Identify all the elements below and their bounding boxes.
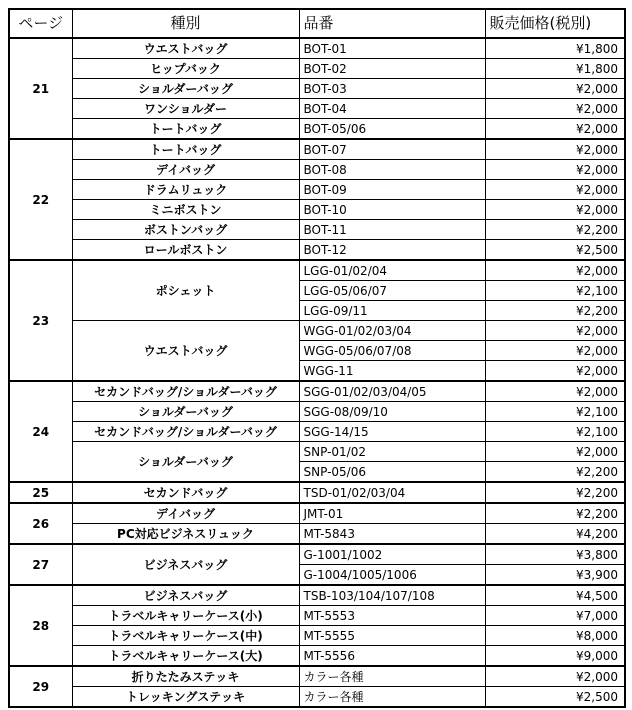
code-cell: WGG-11 xyxy=(299,361,485,382)
price-cell: ¥1,800 xyxy=(485,59,625,79)
table-row xyxy=(9,200,625,220)
page-number-cell: 26 xyxy=(9,503,72,544)
code-cell: MT-5555 xyxy=(299,626,485,646)
price-cell: ¥2,000 xyxy=(485,442,625,462)
type-cell: ヒップバック xyxy=(72,59,299,79)
price-cell: ¥2,200 xyxy=(485,462,625,483)
type-cell: PC対応ビジネスリュック xyxy=(72,524,299,545)
table-row xyxy=(9,381,625,402)
code-cell: MT-5843 xyxy=(299,524,485,545)
header-price: 販売価格(税別) xyxy=(485,9,625,38)
table-row xyxy=(9,59,625,79)
table-row xyxy=(9,260,625,281)
price-cell: ¥4,500 xyxy=(485,585,625,606)
type-cell: トラベルキャリーケース(中) xyxy=(72,626,299,646)
table-row xyxy=(9,442,625,462)
type-cell: ウエストバッグ xyxy=(72,321,299,382)
code-cell: G-1004/1005/1006 xyxy=(299,565,485,586)
code-cell: BOT-02 xyxy=(299,59,485,79)
type-cell: ミニボストン xyxy=(72,200,299,220)
type-cell: ショルダーバッグ xyxy=(72,442,299,483)
code-cell: MT-5553 xyxy=(299,606,485,626)
table-row xyxy=(9,524,625,545)
price-cell: ¥2,200 xyxy=(485,482,625,503)
price-table-container xyxy=(8,8,626,708)
price-cell: ¥4,200 xyxy=(485,524,625,545)
table-row xyxy=(9,402,625,422)
type-cell: デイバッグ xyxy=(72,503,299,524)
code-cell: MT-5556 xyxy=(299,646,485,667)
type-cell: ウエストバッグ xyxy=(72,38,299,59)
code-cell: カラー各種 xyxy=(299,666,485,687)
code-cell: SGG-14/15 xyxy=(299,422,485,442)
price-cell: ¥2,000 xyxy=(485,99,625,119)
type-cell: ボストンバッグ xyxy=(72,220,299,240)
code-cell: WGG-05/06/07/08 xyxy=(299,341,485,361)
type-cell: トラベルキャリーケース(大) xyxy=(72,646,299,667)
price-cell: ¥2,500 xyxy=(485,687,625,708)
price-cell: ¥9,000 xyxy=(485,646,625,667)
price-cell: ¥2,000 xyxy=(485,321,625,341)
table-row xyxy=(9,321,625,341)
price-cell: ¥2,000 xyxy=(485,381,625,402)
code-cell: BOT-09 xyxy=(299,180,485,200)
page-number-cell: 23 xyxy=(9,260,72,381)
type-cell: ロールボストン xyxy=(72,240,299,261)
type-cell: セカンドバッグ/ショルダーバッグ xyxy=(72,381,299,402)
type-cell: ポシェット xyxy=(72,260,299,321)
code-cell: WGG-01/02/03/04 xyxy=(299,321,485,341)
code-cell: BOT-01 xyxy=(299,38,485,59)
price-cell: ¥2,000 xyxy=(485,260,625,281)
table-row xyxy=(9,606,625,626)
price-cell: ¥2,000 xyxy=(485,119,625,140)
price-cell: ¥2,100 xyxy=(485,402,625,422)
price-cell: ¥2,200 xyxy=(485,301,625,321)
code-cell: カラー各種 xyxy=(299,687,485,708)
code-cell: LGG-09/11 xyxy=(299,301,485,321)
code-cell: LGG-05/06/07 xyxy=(299,281,485,301)
table-row xyxy=(9,646,625,667)
page-number-cell: 29 xyxy=(9,666,72,707)
price-cell: ¥2,000 xyxy=(485,200,625,220)
table-row xyxy=(9,666,625,687)
type-cell: デイバッグ xyxy=(72,160,299,180)
price-cell: ¥8,000 xyxy=(485,626,625,646)
price-table xyxy=(8,8,626,708)
price-cell: ¥1,800 xyxy=(485,38,625,59)
table-row xyxy=(9,119,625,140)
code-cell: BOT-05/06 xyxy=(299,119,485,140)
code-cell: JMT-01 xyxy=(299,503,485,524)
page-number-cell: 21 xyxy=(9,38,72,139)
code-cell: SGG-01/02/03/04/05 xyxy=(299,381,485,402)
table-row xyxy=(9,503,625,524)
table-row xyxy=(9,626,625,646)
type-cell: ドラムリュック xyxy=(72,180,299,200)
header-page: ページ xyxy=(9,9,72,38)
table-row xyxy=(9,139,625,160)
table-row xyxy=(9,180,625,200)
table-row xyxy=(9,687,625,708)
table-row xyxy=(9,422,625,442)
header-code: 品番 xyxy=(299,9,485,38)
price-cell: ¥2,100 xyxy=(485,422,625,442)
price-cell: ¥2,100 xyxy=(485,281,625,301)
code-cell: LGG-01/02/04 xyxy=(299,260,485,281)
price-cell: ¥3,800 xyxy=(485,544,625,565)
price-cell: ¥2,000 xyxy=(485,341,625,361)
code-cell: SNP-05/06 xyxy=(299,462,485,483)
table-row xyxy=(9,482,625,503)
header-row xyxy=(9,9,625,38)
price-cell: ¥2,500 xyxy=(485,240,625,261)
type-cell: ワンショルダー xyxy=(72,99,299,119)
page-number-cell: 28 xyxy=(9,585,72,666)
page-number-cell: 27 xyxy=(9,544,72,585)
table-body xyxy=(9,38,625,707)
header-type: 種別 xyxy=(72,9,299,38)
price-cell: ¥2,000 xyxy=(485,180,625,200)
price-cell: ¥2,000 xyxy=(485,361,625,382)
type-cell: セカンドバッグ/ショルダーバッグ xyxy=(72,422,299,442)
table-row xyxy=(9,544,625,565)
price-cell: ¥7,000 xyxy=(485,606,625,626)
code-cell: BOT-04 xyxy=(299,99,485,119)
code-cell: BOT-10 xyxy=(299,200,485,220)
type-cell: ショルダーバッグ xyxy=(72,402,299,422)
price-cell: ¥2,200 xyxy=(485,220,625,240)
price-cell: ¥2,000 xyxy=(485,79,625,99)
page-number-cell: 22 xyxy=(9,139,72,260)
code-cell: BOT-07 xyxy=(299,139,485,160)
type-cell: トラベルキャリーケース(小) xyxy=(72,606,299,626)
table-row xyxy=(9,99,625,119)
table-row xyxy=(9,160,625,180)
type-cell: ビジネスバッグ xyxy=(72,585,299,606)
price-cell: ¥2,000 xyxy=(485,160,625,180)
code-cell: SGG-08/09/10 xyxy=(299,402,485,422)
type-cell: ビジネスバッグ xyxy=(72,544,299,585)
price-cell: ¥3,900 xyxy=(485,565,625,586)
type-cell: トートバッグ xyxy=(72,139,299,160)
type-cell: ショルダーバッグ xyxy=(72,79,299,99)
type-cell: 折りたたみステッキ xyxy=(72,666,299,687)
type-cell: トートバッグ xyxy=(72,119,299,140)
code-cell: TSD-01/02/03/04 xyxy=(299,482,485,503)
code-cell: SNP-01/02 xyxy=(299,442,485,462)
table-row xyxy=(9,585,625,606)
table-row xyxy=(9,220,625,240)
code-cell: BOT-12 xyxy=(299,240,485,261)
code-cell: TSB-103/104/107/108 xyxy=(299,585,485,606)
price-cell: ¥2,200 xyxy=(485,503,625,524)
table-row xyxy=(9,240,625,261)
price-cell: ¥2,000 xyxy=(485,666,625,687)
code-cell: BOT-03 xyxy=(299,79,485,99)
price-cell: ¥2,000 xyxy=(485,139,625,160)
table-row xyxy=(9,38,625,59)
type-cell: トレッキングステッキ xyxy=(72,687,299,708)
page-number-cell: 25 xyxy=(9,482,72,503)
code-cell: BOT-11 xyxy=(299,220,485,240)
page-number-cell: 24 xyxy=(9,381,72,482)
table-row xyxy=(9,79,625,99)
code-cell: G-1001/1002 xyxy=(299,544,485,565)
type-cell: セカンドバッグ xyxy=(72,482,299,503)
code-cell: BOT-08 xyxy=(299,160,485,180)
